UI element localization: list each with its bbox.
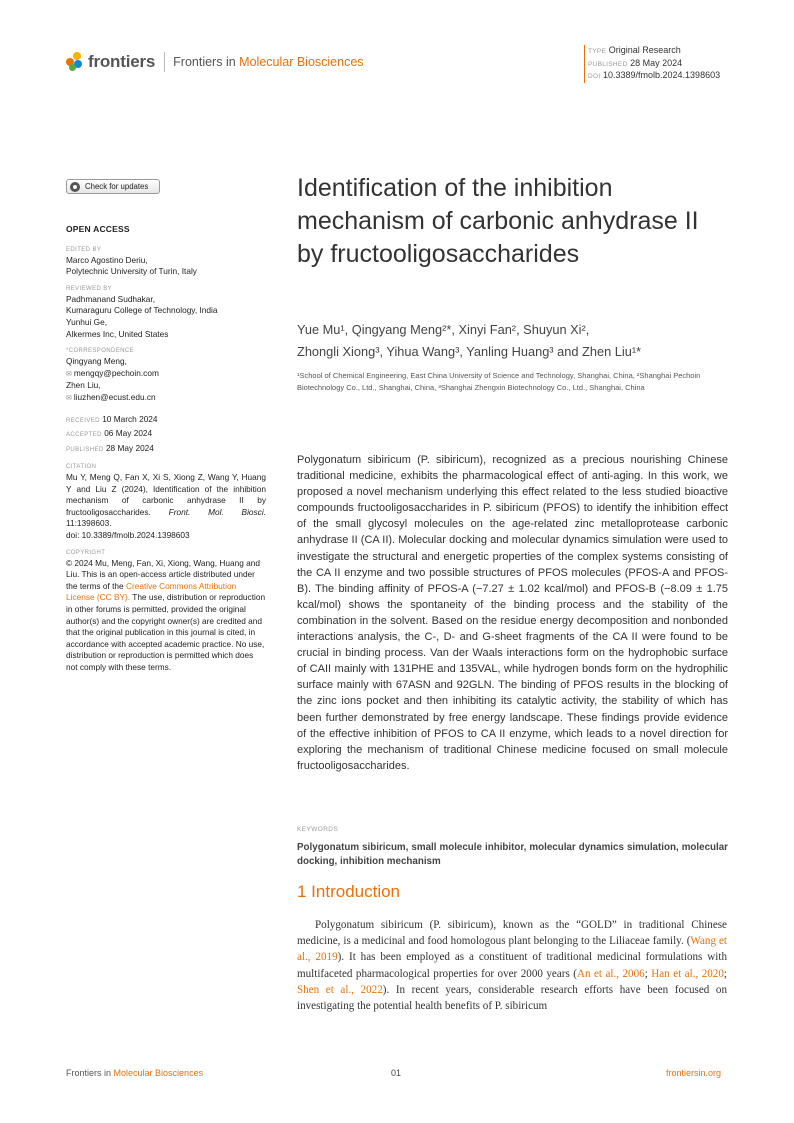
keywords-label: KEYWORDS bbox=[297, 826, 339, 833]
email-link[interactable]: liuzhen@ecust.edu.cn bbox=[73, 391, 156, 402]
reviewers: Padhmanand Sudhakar, Kumaraguru College of Technology, India Yunhui Ge, Alkermes Inc, United States bbox=[66, 293, 218, 339]
citation-link[interactable]: Han et al., 2020 bbox=[651, 967, 724, 980]
abstract: Polygonatum sibiricum (P. sibiricum), recognized as a precious nourishing Chinese traditional medicine, exhibits the pharmacological effect of anti-aging. In this work, we proposed a novel mechanism underlying this effect related to the less studied bioactive compounds fructooligosaccharides in P. sibiricum (PFOS) to identify the inhibition effect of the small glycosyl molecules on the age-related zinc metalloprotease carbonic anhydrase II (CA II). Molecular docking and molecular dynamics simulation were used to investigate the structural and energetic properties of the complex systems consisting of the CA II enzyme and two possible structures of PFOS molecules (PFOS-A and PFOS-B). The binding affinity of PFOS-A (−7.27 ± 1.02 kcal/mol) and PFOS-B (−8.09 ± 1.75 kcal/mol) shows the spontaneity of the binding process and the stability of the combination in the solvent. Based on the residue energy decomposition and nonbonded interactions analysis, the C-, D- and G-sheet fragments of the CA II were found to be crucial in binding process. Van der Waals interactions form on the hydrophobic surface of CAII mainly with 131PHE and 135VAL, while hydrogen bonds form on the hydrophilic surface mainly with 67ASN and 92GLN. The binding of PFOS results in the blocking of the zinc ions pocket and then inhibiting its catalytic activity, the stability of which has been further demonstrated by free energy landscape. These findings provide evidence of the effective inhibition of PFOS to CA II enzyme, which leads to a novel direction for exploring the mechanism of traditional Chinese medicine focused on small molecule fructooligosaccharides. bbox=[297, 454, 728, 772]
page-number: 01 bbox=[391, 1068, 402, 1078]
correspondence: Qingyang Meng, ✉ mengqy@pechoin.com Zhen Liu, ✉ liuzhen@ecust.edu.cn bbox=[66, 356, 159, 402]
introduction-text: Polygonatum sibiricum (P. sibiricum), known as the “GOLD” in traditional Chinese medicine, is a medicinal and food homologous plant belonging to the Liliaceae family. (Wang et al., 2019). It has been employed as a constituent of traditional medicinal formulations with multifaceted pharmacological properties for over 2000 years (An et al., 2006; Han et al., 2020; Shen et al., 2022). In recent years, considerable research efforts have been focused on investigating the potential health benefits of P. sibiricum bbox=[297, 919, 727, 1013]
keywords: Polygonatum sibiricum, small molecule inhibitor, molecular dynamics simulation, molecular docking, inhibition mechanism bbox=[297, 842, 728, 867]
frontiers-logo[interactable] bbox=[66, 52, 364, 72]
citation: Mu Y, Meng Q, Fan X, Xi S, Xiong Z, Wang Y, Huang Y and Liu Z (2024), Identification of the inhibition mechanism of carbonic anhydrase II by fructooligosaccharides. Front. Mol. Biosci. 11:1398603. doi: 10.3389/fmolb.2024.1398603 bbox=[66, 472, 266, 540]
brand-name: frontiers bbox=[88, 52, 156, 71]
author-list: Yue Mu¹, Qingyang Meng²*, Xinyi Fan², Shuyun Xi², Zhongli Xiong³, Yihua Wang³, Yanling Huang³ and Zhen Liu¹* bbox=[297, 322, 642, 359]
section-heading: 1 Introduction bbox=[297, 882, 401, 901]
editor: Marco Agostino Deriu, Polytechnic University of Turin, Italy bbox=[66, 254, 197, 277]
dates: RECEIVED 10 March 2024 ACCEPTED 06 May 2024 PUBLISHED 28 May 2024 bbox=[66, 413, 158, 453]
footer-journal: Frontiers in Molecular Biosciences bbox=[66, 1068, 204, 1078]
journal-name: Frontiers in Molecular Biosciences bbox=[173, 55, 364, 69]
open-access-label: OPEN ACCESS bbox=[66, 224, 130, 234]
citation-link[interactable]: Shen et al., 2022 bbox=[297, 983, 383, 996]
article-type: Original Research bbox=[608, 45, 681, 55]
copyright: © 2024 Mu, Meng, Fan, Xi, Xiong, Wang, Huang and Liu. This is an open-access article distributed under the terms of the Creative Commons Attribution License (CC BY). The use, distribution or reproduction in other forums is permitted, provided the original author(s) and the copyright owner(s) are credited and that the original publication in this journal is cited, in accordance with accepted academic practice. No use, distribution or reproduction is permitted which does not comply with these terms. bbox=[66, 557, 266, 672]
affiliations: ¹School of Chemical Engineering, East China University of Science and Technology, Shanghai, China, ²Shanghai Pechoin Biotechnology Co., Ltd., Shanghai, China, ³Shanghai Zhengxin Biotechnology Co., Ltd., Shanghai, China bbox=[297, 371, 701, 392]
citation-link[interactable]: An et al., 2006 bbox=[576, 967, 645, 980]
email-link[interactable]: mengqy@pechoin.com bbox=[73, 367, 159, 378]
article-meta: TYPE Original Research PUBLISHED 28 May 2024 DOI 10.3389/fmolb.2024.1398603 bbox=[584, 45, 720, 83]
header-divider bbox=[164, 52, 165, 72]
check-for-updates-button[interactable]: Check for updates bbox=[66, 179, 160, 194]
article-info-sidebar: OPEN ACCESS EDITED BY Marco Agostino Deriu, Polytechnic University of Turin, Italy REVIEWED BY Padhmanand Sudhakar, Kumaraguru College of Technology, India Yunhui Ge, Alkermes Inc, United States *CORRESPONDENCE Qingyang Meng, ✉ mengqy@pechoin.com Zhen Liu, ✉ liuzhen@ecust.edu.cn RECEIVED 10 March 2024 ACCEPTED 06 May 2024 PUBLISHED 28 May 2024 CITATION Mu Y, Meng Q, Fan X, Xi S, Xiong Z, Wang Y, Huang Y and Liu Z (2024), Identification of the inhibition mechanism of carbonic anhydrase II by fructooligosaccharides. Front. Mol. Biosci. 11:1398603. doi: 10.3389/fmolb.2024.1398603 COPYRIGHT © 2024 Mu, Meng, Fan, Xi, Xiong, Wang, Huang and Liu. This is an open-access article distributed under the terms of the Creative Commons Attribution License (CC BY). The use, distribution or reproduction in other forums is permitted, provided the original author(s) and the copyright owner(s) are credited and that the original publication in this journal is cited, in accordance with accepted academic practice. No use, distribution or reproduction is permitted which does not comply with these terms. bbox=[66, 224, 266, 672]
mail-icon: ✉ bbox=[66, 370, 72, 378]
license-link[interactable]: Creative Commons Attribution License (CC BY). bbox=[66, 580, 237, 603]
site-link[interactable]: frontiersin.org bbox=[666, 1068, 722, 1078]
update-icon bbox=[70, 182, 80, 192]
published-date: 28 May 2024 bbox=[630, 57, 683, 68]
article-title: Identification of the inhibition mechanism of carbonic anhydrase II by fructooligosaccharides bbox=[297, 174, 699, 268]
citation-link[interactable]: Wang et al., 2019 bbox=[297, 935, 727, 964]
frontiers-logo-icon bbox=[66, 52, 84, 72]
doi-link[interactable]: 10.3389/fmolb.2024.1398603 bbox=[602, 70, 721, 80]
mail-icon: ✉ bbox=[66, 394, 72, 402]
